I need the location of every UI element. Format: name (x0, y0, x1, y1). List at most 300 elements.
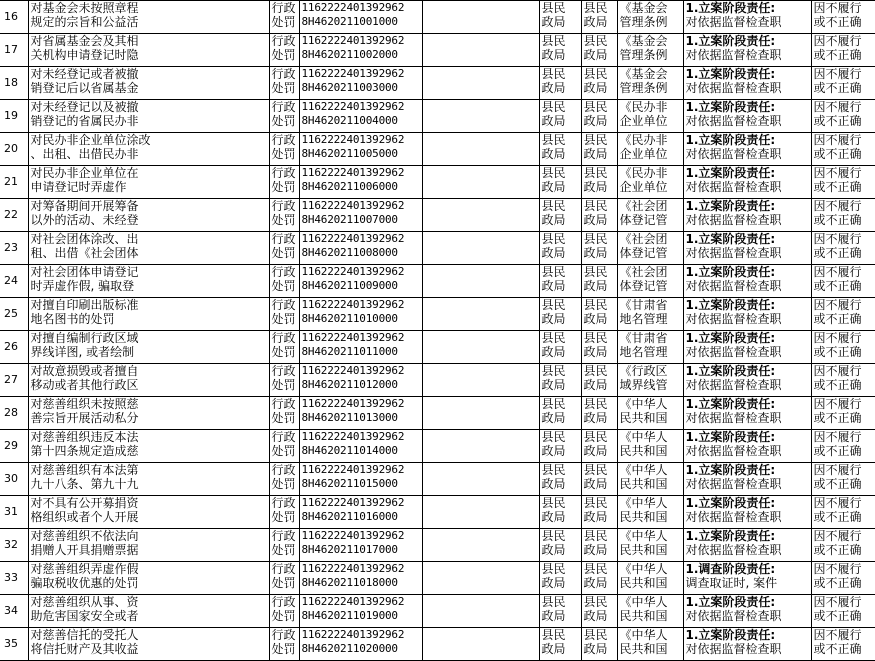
implementing-org-line-1: 县民 (583, 331, 608, 345)
item-name-line-1: 对慈善信托的受托人 (30, 628, 139, 642)
responsibility-line-1: 1.立案阶段责任: (685, 1, 776, 15)
category-cell (269, 34, 299, 67)
department-line-1: 县民 (541, 1, 566, 15)
row-number-line-1: 32 (4, 538, 18, 551)
responsibility-line-1: 1.立案阶段责任: (685, 34, 776, 48)
accountability-line-2: 或不正确 (813, 279, 862, 293)
item-code-line-1: 1162222401392962 (301, 298, 405, 311)
responsibility-line-1: 1.立案阶段责任: (685, 67, 776, 81)
item-code-line-1: 1162222401392962 (301, 562, 405, 575)
item-code-line-2: 8H4620211003000 (301, 81, 398, 94)
item-name-line-2: 第十四条规定造成慈 (30, 444, 139, 458)
implementing-org-cell (581, 199, 617, 232)
department-line-1: 县民 (541, 34, 566, 48)
empty-cell (422, 34, 539, 67)
department-cell (539, 133, 581, 166)
accountability-cell (811, 463, 875, 496)
department-line-2: 政局 (541, 81, 566, 95)
category-line-2: 处罚 (271, 246, 296, 260)
item-code-cell (299, 166, 422, 199)
item-name-line-1: 对慈善组织不依法向 (30, 529, 139, 543)
department-line-2: 政局 (541, 609, 566, 623)
category-line-2: 处罚 (271, 444, 296, 458)
legal-basis-cell (617, 562, 683, 595)
implementing-org-line-1: 县民 (583, 166, 608, 180)
empty-cell (422, 265, 539, 298)
item-name-line-2: 销登记的省属民办非 (30, 114, 139, 128)
legal-basis-line-2: 域界线管 (619, 378, 668, 392)
category-line-2: 处罚 (271, 642, 296, 656)
implementing-org-line-2: 政局 (583, 510, 608, 524)
row-number-line-1: 24 (4, 274, 18, 287)
accountability-line-2: 或不正确 (813, 609, 862, 623)
responsibility-cell (683, 496, 811, 529)
category-cell (269, 265, 299, 298)
category-line-2: 处罚 (271, 411, 296, 425)
implementing-org-line-2: 政局 (583, 147, 608, 161)
legal-basis-cell (617, 595, 683, 628)
item-name-cell (28, 166, 269, 199)
legal-basis-cell (617, 166, 683, 199)
item-name-line-2: 将信托财产及其收益 (30, 642, 139, 656)
category-line-1: 行政 (271, 331, 296, 345)
accountability-line-2: 或不正确 (813, 312, 862, 326)
table-row (0, 1, 875, 34)
item-name-line-2: 、出租、出借民办非 (30, 147, 139, 161)
responsibility-line-1: 1.立案阶段责任: (685, 331, 776, 345)
legal-basis-cell (617, 265, 683, 298)
implementing-org-line-2: 政局 (583, 15, 608, 29)
item-name-line-1: 对省属基金会及其相 (30, 34, 139, 48)
item-name-line-2: 捐赠人开具捐赠票据 (30, 543, 139, 557)
accountability-line-2: 或不正确 (813, 378, 862, 392)
accountability-line-1: 因不履行 (813, 100, 862, 114)
category-cell (269, 628, 299, 661)
item-code-cell (299, 1, 422, 34)
row-number-cell (0, 265, 28, 298)
item-name-line-1: 对筹备期间开展筹备 (30, 199, 139, 213)
legal-basis-cell (617, 100, 683, 133)
item-code-line-2: 8H4620211012000 (301, 378, 398, 391)
responsibility-cell (683, 1, 811, 34)
category-line-1: 行政 (271, 496, 296, 510)
implementing-org-cell (581, 331, 617, 364)
implementing-org-line-1: 县民 (583, 496, 608, 510)
item-name-cell (28, 100, 269, 133)
category-line-1: 行政 (271, 430, 296, 444)
row-number-line-1: 26 (4, 340, 18, 353)
item-name-cell (28, 331, 269, 364)
table-row (0, 199, 875, 232)
department-line-2: 政局 (541, 444, 566, 458)
responsibility-cell (683, 529, 811, 562)
department-cell (539, 496, 581, 529)
empty-cell (422, 199, 539, 232)
department-line-1: 县民 (541, 265, 566, 279)
empty-cell (422, 562, 539, 595)
row-number-line-1: 27 (4, 373, 18, 386)
implementing-org-line-1: 县民 (583, 628, 608, 642)
responsibility-cell (683, 562, 811, 595)
department-line-1: 县民 (541, 628, 566, 642)
accountability-line-2: 或不正确 (813, 180, 862, 194)
responsibility-line-2: 对依据监督检查职 (685, 246, 782, 260)
empty-cell (422, 628, 539, 661)
implementing-org-line-2: 政局 (583, 576, 608, 590)
responsibility-line-2: 对依据监督检查职 (685, 81, 782, 95)
responsibility-line-2: 对依据监督检查职 (685, 444, 782, 458)
accountability-line-2: 或不正确 (813, 15, 862, 29)
empty-cell (422, 1, 539, 34)
accountability-line-1: 因不履行 (813, 34, 862, 48)
legal-basis-line-1: 《基金会 (619, 67, 668, 81)
responsibility-line-2: 对依据监督检查职 (685, 642, 782, 656)
item-name-line-2: 销登记后以省属基金 (30, 81, 139, 95)
category-line-2: 处罚 (271, 477, 296, 491)
department-line-1: 县民 (541, 199, 566, 213)
legal-basis-line-1: 《甘肃省 (619, 298, 668, 312)
table-row (0, 397, 875, 430)
responsibility-cell (683, 166, 811, 199)
department-line-1: 县民 (541, 100, 566, 114)
implementing-org-cell (581, 100, 617, 133)
responsibility-line-1: 1.立案阶段责任: (685, 496, 776, 510)
item-name-line-1: 对擅自编制行政区域 (30, 331, 139, 345)
empty-cell (422, 595, 539, 628)
implementing-org-line-2: 政局 (583, 642, 608, 656)
implementing-org-cell (581, 430, 617, 463)
category-line-1: 行政 (271, 67, 296, 81)
row-number-line-1: 25 (4, 307, 18, 320)
item-code-line-2: 8H4620211014000 (301, 444, 398, 457)
item-name-line-2: 以外的活动、未经登 (30, 213, 139, 227)
responsibility-line-1: 1.立案阶段责任: (685, 166, 776, 180)
category-line-2: 处罚 (271, 48, 296, 62)
accountability-line-2: 或不正确 (813, 444, 862, 458)
category-line-1: 行政 (271, 595, 296, 609)
department-cell (539, 34, 581, 67)
department-cell (539, 265, 581, 298)
category-line-1: 行政 (271, 133, 296, 147)
accountability-line-2: 或不正确 (813, 345, 862, 359)
empty-cell (422, 133, 539, 166)
item-code-line-1: 1162222401392962 (301, 265, 405, 278)
item-name-cell (28, 265, 269, 298)
responsibility-line-1: 1.调查阶段责任: (685, 562, 776, 576)
item-name-line-1: 对未经登记以及被撤 (30, 100, 139, 114)
accountability-line-1: 因不履行 (813, 133, 862, 147)
item-name-line-1: 对民办非企业单位涂改 (30, 133, 151, 147)
accountability-line-2: 或不正确 (813, 246, 862, 260)
implementing-org-cell (581, 562, 617, 595)
row-number-cell (0, 595, 28, 628)
accountability-cell (811, 166, 875, 199)
implementing-org-line-1: 县民 (583, 199, 608, 213)
department-line-2: 政局 (541, 477, 566, 491)
accountability-line-1: 因不履行 (813, 628, 862, 642)
legal-basis-cell (617, 298, 683, 331)
department-cell (539, 595, 581, 628)
responsibility-cell (683, 397, 811, 430)
item-code-line-1: 1162222401392962 (301, 595, 405, 608)
responsibility-cell (683, 430, 811, 463)
item-name-cell (28, 67, 269, 100)
implementing-org-line-2: 政局 (583, 378, 608, 392)
item-code-line-1: 1162222401392962 (301, 430, 405, 443)
department-line-2: 政局 (541, 48, 566, 62)
category-line-2: 处罚 (271, 147, 296, 161)
responsibility-line-2: 对依据监督检查职 (685, 213, 782, 227)
department-line-2: 政局 (541, 510, 566, 524)
item-code-line-2: 8H4620211002000 (301, 48, 398, 61)
accountability-line-1: 因不履行 (813, 430, 862, 444)
responsibility-line-1: 1.立案阶段责任: (685, 265, 776, 279)
department-line-1: 县民 (541, 595, 566, 609)
row-number-line-1: 29 (4, 439, 18, 452)
category-cell (269, 298, 299, 331)
legal-basis-cell (617, 496, 683, 529)
item-name-cell (28, 364, 269, 397)
accountability-line-2: 或不正确 (813, 48, 862, 62)
item-name-cell (28, 595, 269, 628)
category-cell (269, 1, 299, 34)
responsibility-line-2: 对依据监督检查职 (685, 180, 782, 194)
item-code-line-2: 8H4620211018000 (301, 576, 398, 589)
legal-basis-line-1: 《中华人 (619, 628, 668, 642)
row-number-line-1: 35 (4, 637, 18, 650)
item-code-cell (299, 232, 422, 265)
row-number-line-1: 33 (4, 571, 18, 584)
row-number-line-1: 16 (4, 10, 18, 23)
department-line-2: 政局 (541, 411, 566, 425)
item-name-line-2: 善宗旨开展活动私分 (30, 411, 139, 425)
table-row (0, 430, 875, 463)
category-line-2: 处罚 (271, 378, 296, 392)
implementing-org-line-1: 县民 (583, 397, 608, 411)
implementing-org-cell (581, 265, 617, 298)
category-line-2: 处罚 (271, 510, 296, 524)
legal-basis-cell (617, 133, 683, 166)
legal-basis-line-1: 《中华人 (619, 595, 668, 609)
implementing-org-line-1: 县民 (583, 67, 608, 81)
department-line-2: 政局 (541, 213, 566, 227)
accountability-cell (811, 529, 875, 562)
item-name-line-1: 对未经登记或者被撤 (30, 67, 139, 81)
accountability-line-1: 因不履行 (813, 232, 862, 246)
legal-basis-line-1: 《民办非 (619, 166, 668, 180)
responsibility-line-2: 对依据监督检查职 (685, 147, 782, 161)
item-name-cell (28, 562, 269, 595)
legal-basis-line-2: 管理条例 (619, 48, 668, 62)
category-line-1: 行政 (271, 397, 296, 411)
table-row (0, 562, 875, 595)
accountability-cell (811, 364, 875, 397)
responsibility-line-1: 1.立案阶段责任: (685, 430, 776, 444)
implementing-org-line-1: 县民 (583, 232, 608, 246)
responsibility-cell (683, 595, 811, 628)
accountability-cell (811, 100, 875, 133)
legal-basis-line-1: 《基金会 (619, 1, 668, 15)
legal-basis-line-1: 《社会团 (619, 265, 668, 279)
item-code-cell (299, 199, 422, 232)
category-cell (269, 100, 299, 133)
table-row (0, 166, 875, 199)
accountability-cell (811, 34, 875, 67)
accountability-line-2: 或不正确 (813, 147, 862, 161)
row-number-line-1: 30 (4, 472, 18, 485)
responsibility-cell (683, 100, 811, 133)
row-number-cell (0, 529, 28, 562)
accountability-cell (811, 298, 875, 331)
accountability-cell (811, 397, 875, 430)
item-name-cell (28, 397, 269, 430)
row-number-cell (0, 331, 28, 364)
responsibility-line-1: 1.立案阶段责任: (685, 397, 776, 411)
department-line-2: 政局 (541, 312, 566, 326)
category-cell (269, 562, 299, 595)
category-line-1: 行政 (271, 232, 296, 246)
implementing-org-cell (581, 529, 617, 562)
responsibility-cell (683, 232, 811, 265)
item-code-cell (299, 496, 422, 529)
item-code-line-2: 8H4620211006000 (301, 180, 398, 193)
item-code-cell (299, 34, 422, 67)
responsibility-line-1: 1.立案阶段责任: (685, 529, 776, 543)
implementing-org-cell (581, 463, 617, 496)
legal-basis-cell (617, 1, 683, 34)
implementing-org-line-1: 县民 (583, 265, 608, 279)
accountability-cell (811, 628, 875, 661)
item-name-line-1: 对慈善组织从事、资 (30, 595, 139, 609)
item-name-cell (28, 1, 269, 34)
category-line-2: 处罚 (271, 180, 296, 194)
department-cell (539, 67, 581, 100)
category-line-2: 处罚 (271, 15, 296, 29)
implementing-org-line-1: 县民 (583, 430, 608, 444)
responsibility-cell (683, 133, 811, 166)
legal-basis-line-1: 《甘肃省 (619, 331, 668, 345)
item-code-cell (299, 133, 422, 166)
item-name-line-1: 对故意损毁或者擅自 (30, 364, 139, 378)
legal-basis-line-2: 企业单位 (619, 114, 668, 128)
implementing-org-cell (581, 496, 617, 529)
row-number-line-1: 28 (4, 406, 18, 419)
implementing-org-line-2: 政局 (583, 180, 608, 194)
implementing-org-cell (581, 232, 617, 265)
legal-basis-cell (617, 199, 683, 232)
implementing-org-line-1: 县民 (583, 1, 608, 15)
implementing-org-line-2: 政局 (583, 609, 608, 623)
accountability-line-1: 因不履行 (813, 67, 862, 81)
row-number-line-1: 34 (4, 604, 18, 617)
item-code-line-1: 1162222401392962 (301, 496, 405, 509)
row-number-cell (0, 166, 28, 199)
category-cell (269, 67, 299, 100)
accountability-line-2: 或不正确 (813, 81, 862, 95)
implementing-org-cell (581, 166, 617, 199)
item-code-line-1: 1162222401392962 (301, 397, 405, 410)
category-line-1: 行政 (271, 100, 296, 114)
category-cell (269, 430, 299, 463)
row-number-line-1: 17 (4, 43, 18, 56)
category-cell (269, 496, 299, 529)
accountability-cell (811, 133, 875, 166)
table-row (0, 595, 875, 628)
responsibility-cell (683, 67, 811, 100)
row-number-cell (0, 298, 28, 331)
accountability-line-1: 因不履行 (813, 562, 862, 576)
responsibility-line-1: 1.立案阶段责任: (685, 232, 776, 246)
department-line-2: 政局 (541, 576, 566, 590)
implementing-org-line-2: 政局 (583, 345, 608, 359)
item-name-cell (28, 298, 269, 331)
responsibility-line-1: 1.立案阶段责任: (685, 100, 776, 114)
item-code-line-1: 1162222401392962 (301, 331, 405, 344)
responsibility-line-2: 对依据监督检查职 (685, 114, 782, 128)
item-code-line-2: 8H4620211011000 (301, 345, 398, 358)
item-code-cell (299, 529, 422, 562)
accountability-line-2: 或不正确 (813, 114, 862, 128)
row-number-cell (0, 364, 28, 397)
accountability-cell (811, 232, 875, 265)
responsibility-line-2: 对依据监督检查职 (685, 312, 782, 326)
department-line-1: 县民 (541, 496, 566, 510)
legal-basis-line-1: 《基金会 (619, 34, 668, 48)
item-name-cell (28, 529, 269, 562)
responsibility-line-1: 1.立案阶段责任: (685, 298, 776, 312)
responsibility-cell (683, 34, 811, 67)
category-cell (269, 364, 299, 397)
accountability-line-1: 因不履行 (813, 364, 862, 378)
implementing-org-line-2: 政局 (583, 213, 608, 227)
item-code-line-1: 1162222401392962 (301, 34, 405, 47)
empty-cell (422, 463, 539, 496)
implementing-org-cell (581, 133, 617, 166)
department-line-1: 县民 (541, 166, 566, 180)
legal-basis-line-2: 地名管理 (619, 312, 668, 326)
legal-basis-cell (617, 463, 683, 496)
item-code-line-1: 1162222401392962 (301, 463, 405, 476)
implementing-org-line-1: 县民 (583, 34, 608, 48)
item-code-line-2: 8H4620211010000 (301, 312, 398, 325)
category-cell (269, 199, 299, 232)
item-name-line-1: 对社会团体申请登记 (30, 265, 139, 279)
department-cell (539, 199, 581, 232)
empty-cell (422, 331, 539, 364)
responsibility-line-1: 1.立案阶段责任: (685, 364, 776, 378)
category-cell (269, 397, 299, 430)
department-line-2: 政局 (541, 147, 566, 161)
department-cell (539, 100, 581, 133)
legal-basis-line-1: 《社会团 (619, 232, 668, 246)
item-code-cell (299, 100, 422, 133)
accountability-line-2: 或不正确 (813, 576, 862, 590)
responsibility-line-1: 1.立案阶段责任: (685, 463, 776, 477)
implementing-org-line-1: 县民 (583, 298, 608, 312)
table-row (0, 265, 875, 298)
empty-cell (422, 67, 539, 100)
implementing-org-line-1: 县民 (583, 364, 608, 378)
accountability-cell (811, 562, 875, 595)
item-code-line-2: 8H4620211007000 (301, 213, 398, 226)
item-name-line-1: 对基金会未按照章程 (30, 1, 139, 15)
accountability-line-1: 因不履行 (813, 595, 862, 609)
row-number-line-1: 20 (4, 142, 18, 155)
legal-basis-cell (617, 331, 683, 364)
responsibility-cell (683, 298, 811, 331)
legal-basis-line-2: 企业单位 (619, 180, 668, 194)
legal-basis-line-2: 管理条例 (619, 15, 668, 29)
